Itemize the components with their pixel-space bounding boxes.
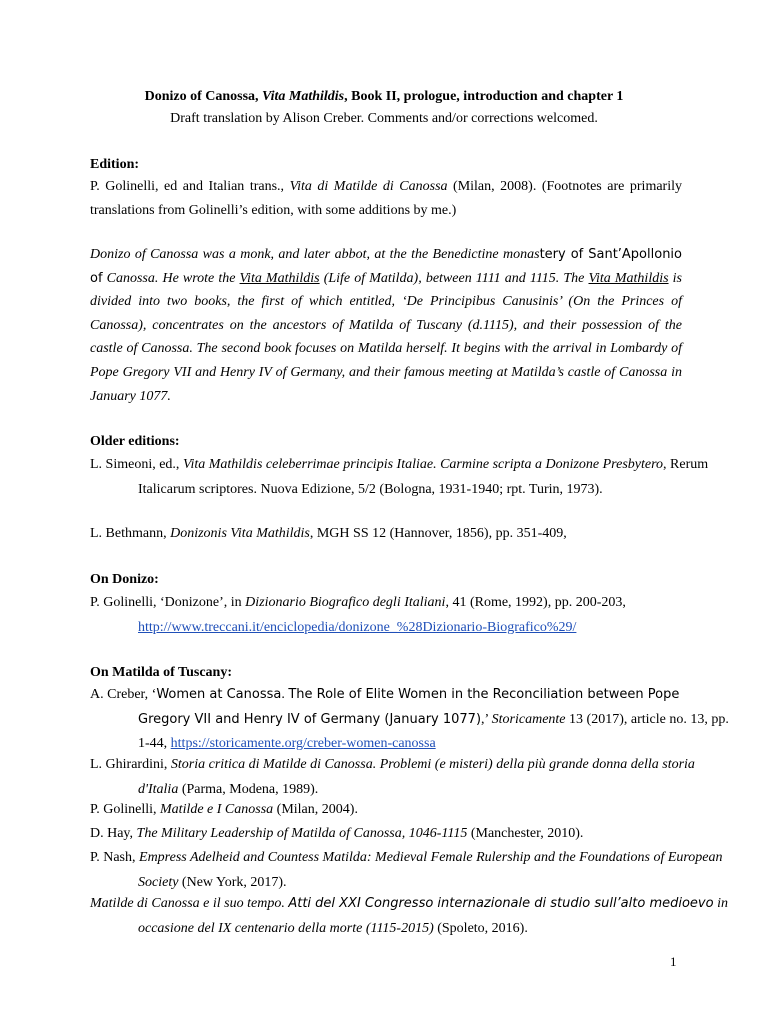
treccani-link[interactable]: http://www.treccani.it/enciclopedia/donizone_%28Dizionario-Biografico%29/ — [138, 619, 577, 635]
edition-heading: Edition: — [90, 157, 140, 172]
title-prefix: Donizo of Canossa, — [144, 89, 263, 104]
bibliography-entry: A. Creber, ‘Women at Canossa. The Role of Elite Women in the Reconciliation between Pope Gregory VII and Henry IV of Germany (January 1077),’ Storicamente 13 (2017), article no. 13, pp. 1-44, https://storicamente.org/creber-women-canossa — [90, 687, 729, 751]
page-title — [0, 86, 768, 108]
storicamente-link[interactable]: https://storicamente.org/creber-women-canossa — [170, 736, 436, 751]
older-editions-heading: Older editions: — [90, 434, 180, 449]
edition-entry: P. Golinelli, ed and Italian trans., Vita di Matilde di Canossa (Milan, 2008). (Footnotes are primarily translations from Golinelli’s edition, with some additions by me.) — [90, 179, 682, 218]
bibliography-entry: L. Bethmann, Donizonis Vita Mathildis, MGH SS 12 (Hannover, 1856), pp. 351-409, — [90, 526, 567, 541]
bibliography-entry: P. Nash, Empress Adelheid and Countess Matilda: Medieval Female Rulership and the Foundations of European Society (New York, 2017). — [90, 850, 723, 890]
bibliography-entry: P. Golinelli, Matilde e I Canossa (Milan, 2004). — [90, 802, 358, 817]
bibliography-entry: L. Simeoni, ed., Vita Mathildis celeberrimae principis Italiae. Carmine scripta a Donizone Presbytero, Rerum Italicarum scriptores. Nuova Edizione, 5/2 (Bologna, 1931-1940; rpt. Turin, 1973). — [90, 457, 709, 497]
title-italic: Vita Mathildis — [262, 89, 345, 104]
page-number: 1 — [670, 954, 677, 969]
bibliography-entry: P. Golinelli, ‘Donizone’, in Dizionario Biografico degli Italiani, 41 (Rome, 1992), pp. 200-203, http://www.treccani.it/enciclopedia/donizone_%28Dizionario-Biografico%29/ — [90, 595, 626, 635]
title-suffix: , Book II, prologue, introduction and chapter 1 — [344, 89, 624, 104]
donizo-heading: On Donizo: — [90, 572, 159, 587]
matilda-heading: On Matilda of Tuscany: — [90, 665, 232, 680]
bibliography-entry: L. Ghirardini, Storia critica di Matilde di Canossa. Problemi (e misteri) della più grande donna della storia d'Italia (Parma, Modena, 1989). — [90, 757, 695, 797]
bibliography-entry: Matilde di Canossa e il suo tempo. Atti del XXI Congresso internazionale di studio sull’alto medioevo in occasione del IX centenario della morte (1115-2015) (Spoleto, 2016). — [90, 896, 728, 936]
page-subtitle: Draft translation by Alison Creber. Comments and/or corrections welcomed. — [170, 111, 598, 126]
bibliography-entry: D. Hay, The Military Leadership of Matilda of Canossa, 1046-1115 (Manchester, 2010). — [90, 826, 584, 841]
intro-paragraph: Donizo of Canossa was a monk, and later abbot, at the the Benedictine monastery of Sant’Apollonio of Canossa. He wrote the Vita Mathildis (Life of Matilda), between 1111 and 1115. The Vita Mathildis is divided into two books, the first of which entitled, ‘De Principibus Canusinis’ (On the Princes of Canossa), concentrates on the ancestors of Matilda of Tuscany (d.1115), and their possession of the castle of Canossa. The second book focuses on Matilda herself. It begins with the arrival in Lombardy of Pope Gregory VII and Henry IV of Germany, and their famous meeting at Matilda’s castle of Canossa in January 1077. — [90, 247, 682, 404]
